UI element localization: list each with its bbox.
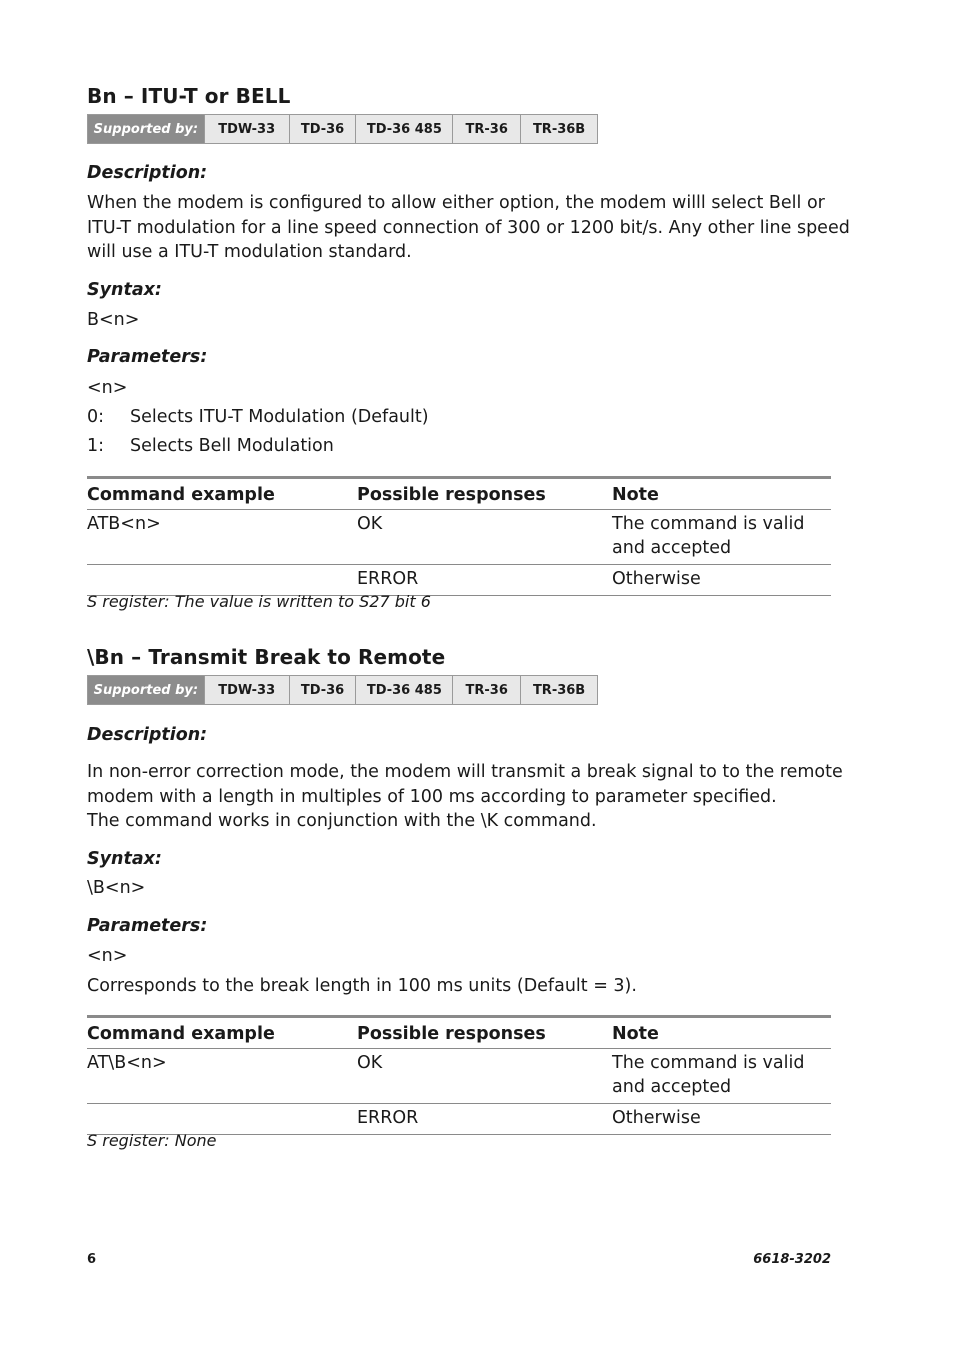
param-name: <n>: [87, 378, 128, 398]
model-tag: TR-36B: [520, 115, 597, 143]
table-header-row: [87, 1017, 831, 1049]
note-cell: Otherwise: [612, 1104, 831, 1135]
response-cell: OK: [357, 510, 612, 565]
param-value: 0:: [87, 407, 105, 427]
supported-by-label: Supported by:: [88, 115, 204, 143]
table-row: [87, 510, 831, 565]
response-cell: ERROR: [357, 565, 612, 596]
supported-by-bar: [87, 114, 598, 144]
syntax-value: \B<n>: [87, 878, 146, 898]
param-item: [87, 436, 334, 456]
column-header: Note: [612, 1017, 831, 1049]
table-row: [87, 1049, 831, 1104]
param-text: Selects ITU-T Modulation (Default): [130, 407, 429, 427]
note-cell: The command is valid and accepted: [612, 1049, 831, 1104]
page-number: 6: [87, 1252, 97, 1267]
description-line: In non-error correction mode, the modem will transmit a break signal to to the remote: [87, 762, 843, 782]
model-tag: TDW-33: [204, 676, 289, 704]
model-tag: TR-36B: [520, 676, 597, 704]
s-register-note: S register: None: [87, 1131, 217, 1150]
description-line: modem with a length in multiples of 100 ms according to parameter specified.: [87, 786, 777, 807]
description-line: The command works in conjunction with the \K command.: [87, 811, 597, 831]
param-name: <n>: [87, 946, 128, 966]
column-header: Possible responses: [357, 478, 612, 510]
command-table: [87, 476, 831, 596]
column-header: Note: [612, 478, 831, 510]
section-title: Bn – ITU-T or BELL: [87, 84, 291, 108]
description-line: When the modem is configured to allow either option, the modem willl select Bell or: [87, 193, 825, 213]
command-cell: AT\B<n>: [87, 1049, 357, 1104]
note-cell: Otherwise: [612, 565, 831, 596]
parameters-heading: Parameters:: [87, 347, 208, 367]
response-cell: OK: [357, 1049, 612, 1104]
table-row: [87, 1104, 831, 1135]
column-header: Possible responses: [357, 1017, 612, 1049]
syntax-heading: Syntax:: [87, 280, 162, 300]
model-tag: TR-36: [452, 676, 520, 704]
s-register-note: S register: The value is written to S27 bit 6: [87, 592, 431, 611]
syntax-value: B<n>: [87, 310, 140, 330]
supported-by-bar: [87, 675, 598, 705]
supported-by-label: Supported by:: [88, 676, 204, 704]
param-description: Corresponds to the break length in 100 ms units (Default = 3).: [87, 976, 637, 996]
note-cell: The command is valid and accepted: [612, 510, 831, 565]
response-cell: ERROR: [357, 1104, 612, 1135]
column-header: Command example: [87, 478, 357, 510]
model-tag: TD-36 485: [355, 115, 452, 143]
description-line: ITU-T modulation for a line speed connection of 300 or 1200 bit/s. Any other line speed: [87, 217, 850, 238]
param-text: Selects Bell Modulation: [130, 436, 334, 456]
param-value: 1:: [87, 436, 105, 456]
command-cell: ATB<n>: [87, 510, 357, 565]
command-cell: [87, 1104, 357, 1135]
command-table: [87, 1015, 831, 1135]
model-tag: TR-36: [452, 115, 520, 143]
command-cell: [87, 565, 357, 596]
description-text: [87, 191, 850, 265]
column-header: Command example: [87, 1017, 357, 1049]
table-row: [87, 565, 831, 596]
description-text: [87, 760, 847, 834]
model-tag: TDW-33: [204, 115, 289, 143]
description-heading: Description:: [87, 725, 208, 745]
syntax-heading: Syntax:: [87, 849, 162, 869]
description-heading: Description:: [87, 163, 208, 183]
param-item: [87, 407, 429, 427]
model-tag: TD-36: [289, 676, 356, 704]
parameters-heading: Parameters:: [87, 916, 208, 936]
model-tag: TD-36 485: [355, 676, 452, 704]
table-header-row: [87, 478, 831, 510]
document-number: 6618-3202: [753, 1252, 831, 1267]
description-line: will use a ITU-T modulation standard.: [87, 242, 412, 262]
model-tag: TD-36: [289, 115, 356, 143]
section-title: \Bn – Transmit Break to Remote: [87, 645, 446, 669]
